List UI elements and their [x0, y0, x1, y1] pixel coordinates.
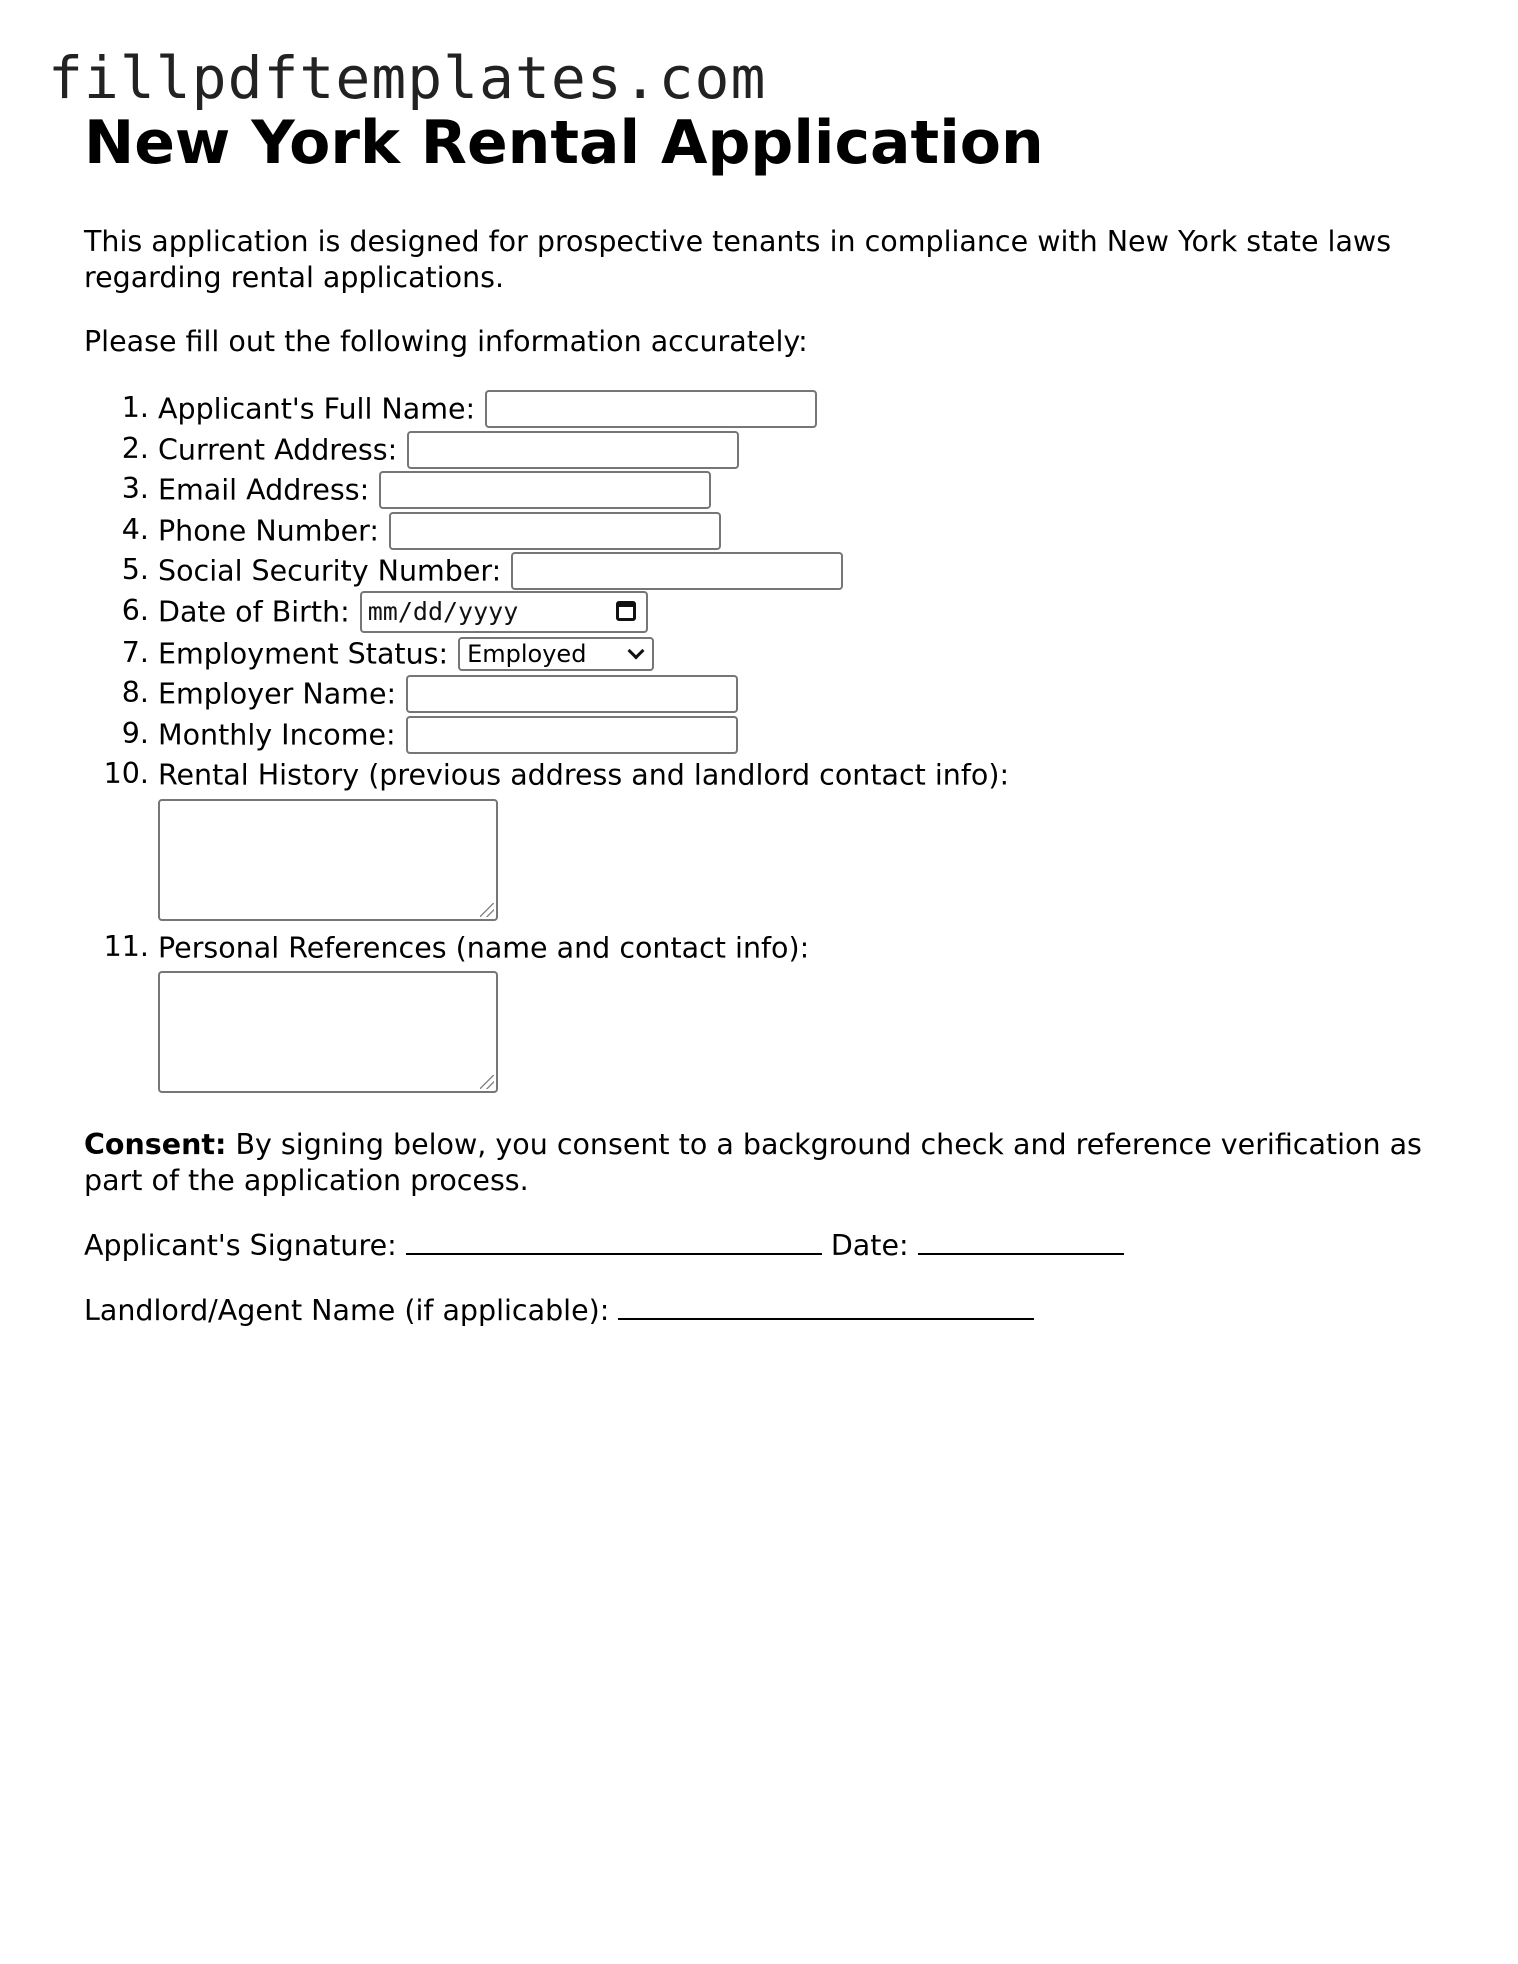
consent-paragraph — [84, 1127, 1464, 1199]
employment-status-value: Employed — [467, 639, 587, 668]
resize-handle-icon[interactable] — [480, 1075, 494, 1089]
employment-status-label: Employment Status: — [158, 637, 449, 670]
email-input[interactable] — [379, 471, 711, 509]
application-fields — [84, 388, 1464, 1093]
chevron-down-icon — [628, 642, 645, 659]
applicant-signature-blank[interactable] — [406, 1227, 822, 1255]
applicant-signature-label: Applicant's Signature: — [84, 1229, 397, 1262]
rental-history-label: Rental History (previous address and landlord contact info): — [158, 758, 1010, 792]
field-dob — [158, 591, 1464, 633]
field-monthly-income — [158, 714, 1464, 755]
landlord-name-blank[interactable] — [618, 1292, 1034, 1320]
references-textarea[interactable] — [158, 971, 498, 1093]
monthly-income-label: Monthly Income: — [158, 718, 396, 751]
dob-placeholder: mm/dd/yyyy — [367, 596, 519, 626]
date-blank[interactable] — [918, 1227, 1124, 1255]
applicant-signature-line — [84, 1227, 1464, 1264]
field-full-name — [158, 388, 1464, 429]
phone-label: Phone Number: — [158, 514, 379, 547]
landlord-name-label: Landlord/Agent Name (if applicable): — [84, 1294, 610, 1327]
ssn-input[interactable] — [511, 552, 843, 590]
field-references — [158, 927, 1464, 1094]
rental-history-textarea[interactable] — [158, 799, 498, 921]
references-label: Personal References (name and contact info): — [158, 931, 810, 964]
ssn-label: Social Security Number: — [158, 554, 502, 588]
field-employer-name — [158, 673, 1464, 714]
page-title: New York Rental Application — [84, 108, 1044, 178]
full-name-label: Applicant's Full Name: — [158, 392, 476, 426]
consent-label: Consent: — [84, 1128, 227, 1161]
form-document — [84, 108, 1464, 1329]
current-address-input[interactable] — [407, 431, 739, 469]
field-email — [158, 469, 1464, 510]
consent-text: By signing below, you consent to a background check and reference verification as part of the application process. — [84, 1128, 1422, 1197]
calendar-icon[interactable] — [616, 601, 636, 621]
employment-status-select[interactable] — [458, 637, 654, 671]
email-label: Email Address: — [158, 473, 370, 507]
dob-date-input[interactable] — [360, 591, 648, 633]
resize-handle-icon[interactable] — [480, 903, 494, 917]
current-address-label: Current Address: — [158, 433, 398, 466]
field-ssn — [158, 550, 1464, 591]
intro-paragraph: This application is designed for prospective tenants in compliance with New York state laws regarding rental applications. — [84, 225, 1392, 294]
field-rental-history — [158, 754, 1464, 921]
instruction-text: Please fill out the following information accurately: — [84, 325, 808, 358]
phone-input[interactable] — [389, 512, 721, 550]
dob-label: Date of Birth: — [158, 595, 350, 628]
field-current-address — [158, 429, 1464, 470]
field-phone — [158, 510, 1464, 551]
date-label: Date: — [830, 1229, 909, 1262]
full-name-input[interactable] — [485, 390, 817, 428]
employer-name-label: Employer Name: — [158, 677, 397, 711]
field-employment-status — [158, 633, 1464, 674]
site-watermark: fillpdftemplates.com — [48, 44, 767, 112]
employer-name-input[interactable] — [406, 675, 738, 713]
landlord-name-line — [84, 1292, 1464, 1329]
monthly-income-input[interactable] — [406, 716, 738, 754]
